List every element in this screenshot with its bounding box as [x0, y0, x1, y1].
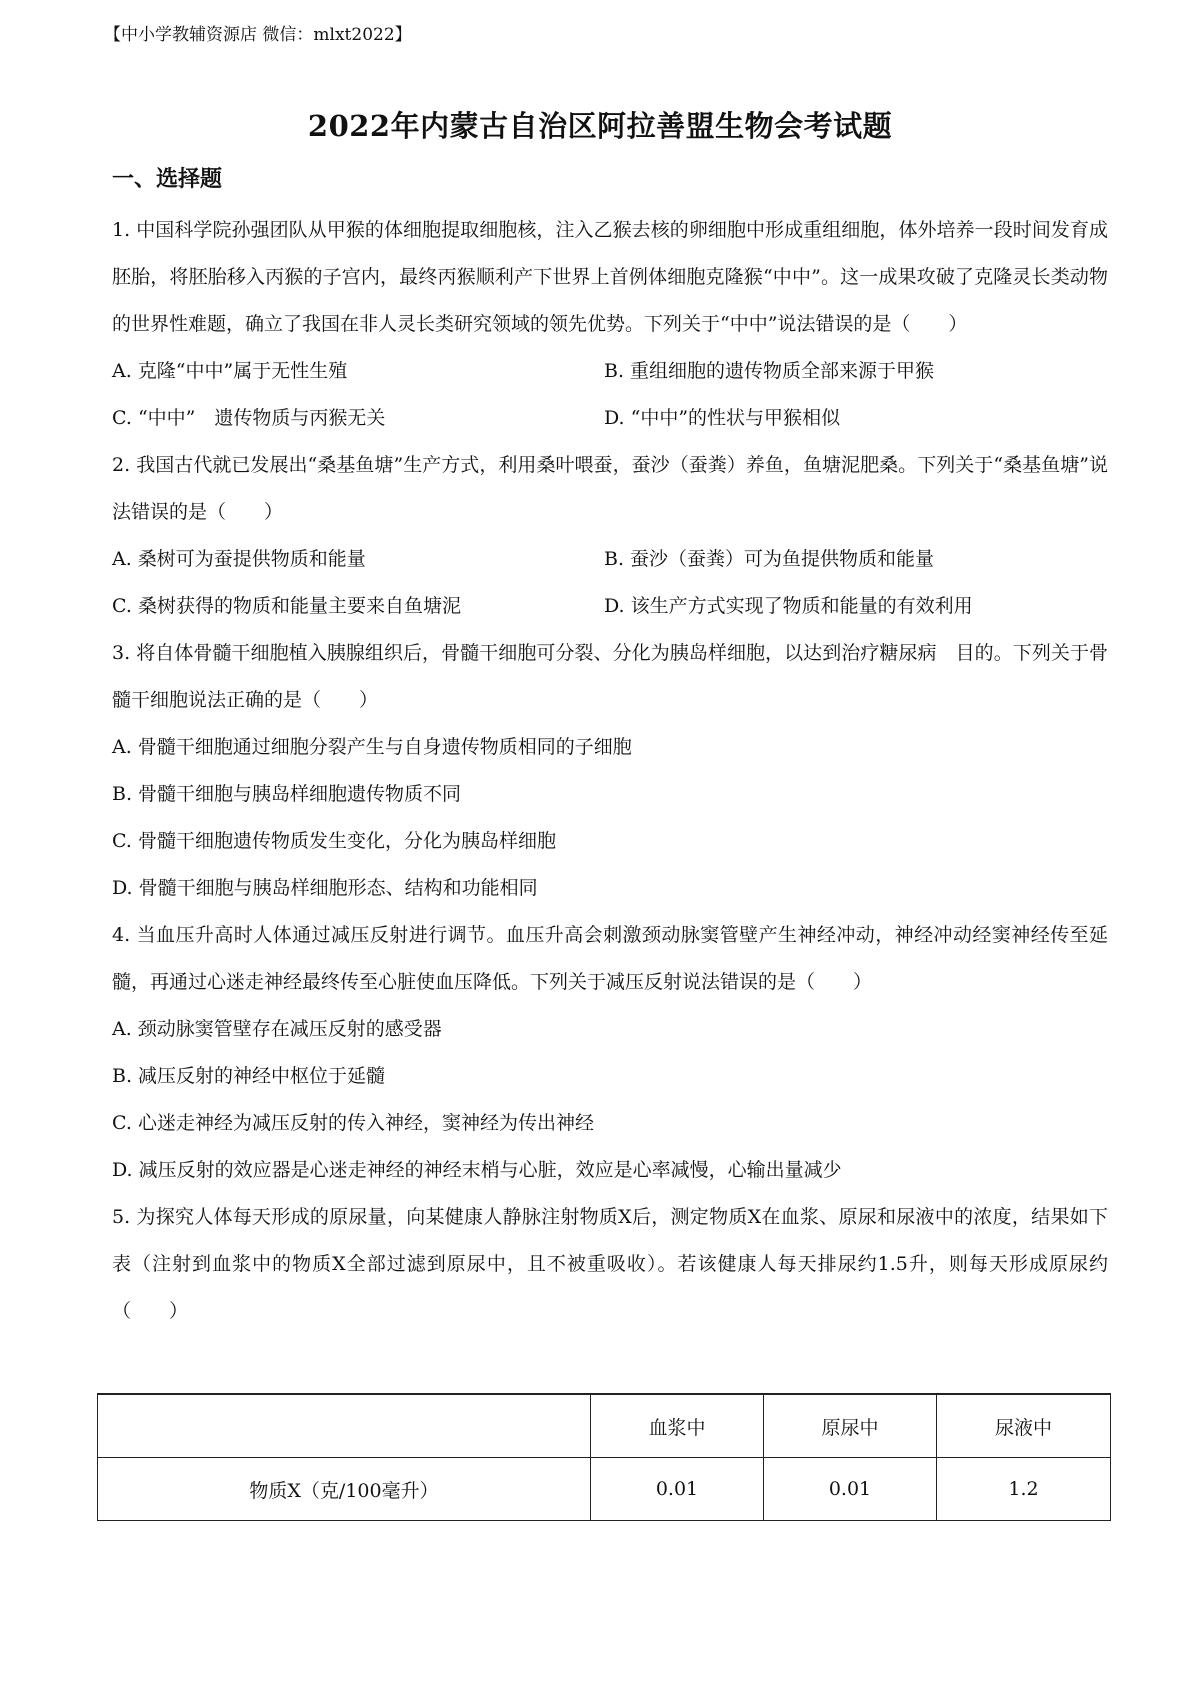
question-3-stem: 3. 将自体骨髓干细胞植入胰腺组织后，骨髓干细胞可分裂、分化为胰岛样细胞，以达到治疗糖尿病 目的。下列关于骨髓干细胞说法正确的是（ ）: [112, 642, 1108, 711]
question-3-option-a: A. 骨髓干细胞通过细胞分裂产生与自身遗传物质相同的子细胞: [112, 736, 632, 758]
question-2-option-c: C. 桑树获得的物质和能量主要来自鱼塘泥: [112, 595, 461, 617]
questions-container: [112, 207, 1108, 1335]
question-1-stem: 1. 中国科学院孙强团队从甲猴的体细胞提取细胞核，注入乙猴去核的卵细胞中形成重组细胞，体外培养一段时间发育成胚胎，将胚胎移入丙猴的子宫内，最终丙猴顺利产下世界上首例体细胞克隆猴“中中”。这一成果攻破了克隆灵长类动物的世界性难题，确立了我国在非人灵长类研究领域的领先优势。下列关于“中中”说法错误的是（ ）: [112, 219, 1108, 335]
question-1-option-d: D. “中中”的性状与甲猴相似: [604, 407, 841, 429]
watermark-text: 【中小学教辅资源店 微信：mlxt2022】: [104, 25, 412, 45]
question-1-option-a: A. 克隆“中中”属于无性生殖: [112, 360, 348, 382]
table-cell: 0.01: [591, 1458, 764, 1521]
question-4-option-d: D. 减压反射的效应器是心迷走神经的神经末梢与心脏，效应是心率减慢，心输出量减少: [112, 1159, 842, 1181]
question-2-stem: 2. 我国古代就已发展出“桑基鱼塘”生产方式，利用桑叶喂蚕，蚕沙（蚕粪）养鱼，鱼塘泥肥桑。下列关于“桑基鱼塘”说法错误的是（ ）: [112, 454, 1108, 523]
question-5-stem: 5. 为探究人体每天形成的原尿量，向某健康人静脉注射物质X后，测定物质X在血浆、原尿和尿液中的浓度，结果如下表（注射到血浆中的物质X全部过滤到原尿中，且不被重吸收）。若该健康人每天排尿约1.5升，则每天形成原尿约（ ）: [112, 1206, 1108, 1322]
question-3-option-c: C. 骨髓干细胞遗传物质发生变化，分化为胰岛样细胞: [112, 830, 556, 852]
table-cell: 物质X（克/100毫升）: [98, 1458, 591, 1521]
question-4-option-c: C. 心迷走神经为减压反射的传入神经，窦神经为传出神经: [112, 1112, 594, 1134]
table-header-cell: 血浆中: [591, 1394, 764, 1458]
question-2-options-row-2: [112, 583, 1108, 630]
table-header-row: [98, 1394, 1111, 1458]
question-4-option-a: A. 颈动脉窦管壁存在减压反射的感受器: [112, 1018, 442, 1040]
page-title: 2022年内蒙古自治区阿拉善盟生物会考试题: [307, 109, 893, 143]
question-4-option-b: B. 减压反射的神经中枢位于延髓: [112, 1065, 386, 1087]
table-header-cell: [98, 1394, 591, 1458]
question-2-option-d: D. 该生产方式实现了物质和能量的有效利用: [604, 595, 973, 617]
table-header-cell: 原尿中: [764, 1394, 937, 1458]
table-cell: 0.01: [764, 1458, 937, 1521]
question-1-options-row-2: [112, 395, 1108, 442]
question-1-options-row-1: [112, 348, 1108, 395]
question-2-options-row-1: [112, 536, 1108, 583]
question-1-option-b: B. 重组细胞的遗传物质全部来源于甲猴: [604, 360, 935, 382]
question-2-option-a: A. 桑树可为蚕提供物质和能量: [112, 548, 366, 570]
question-3-option-b: B. 骨髓干细胞与胰岛样细胞遗传物质不同: [112, 783, 462, 805]
question-2-option-b: B. 蚕沙（蚕粪）可为鱼提供物质和能量: [604, 548, 935, 570]
question-1-option-c: C. “中中” 遗传物质与丙猴无关: [112, 407, 386, 429]
section-heading: 一、选择题: [112, 166, 223, 192]
table-cell: 1.2: [937, 1458, 1111, 1521]
question-3-option-d: D. 骨髓干细胞与胰岛样细胞形态、结构和功能相同: [112, 877, 538, 899]
data-table: [97, 1393, 1111, 1521]
table-header-cell: 尿液中: [937, 1394, 1111, 1458]
question-4-stem: 4. 当血压升高时人体通过减压反射进行调节。血压升高会刺激颈动脉窦管壁产生神经冲动，神经冲动经窦神经传至延髓，再通过心迷走神经最终传至心脏使血压降低。下列关于减压反射说法错误的是（ ）: [112, 924, 1108, 993]
table-row: [98, 1458, 1111, 1521]
